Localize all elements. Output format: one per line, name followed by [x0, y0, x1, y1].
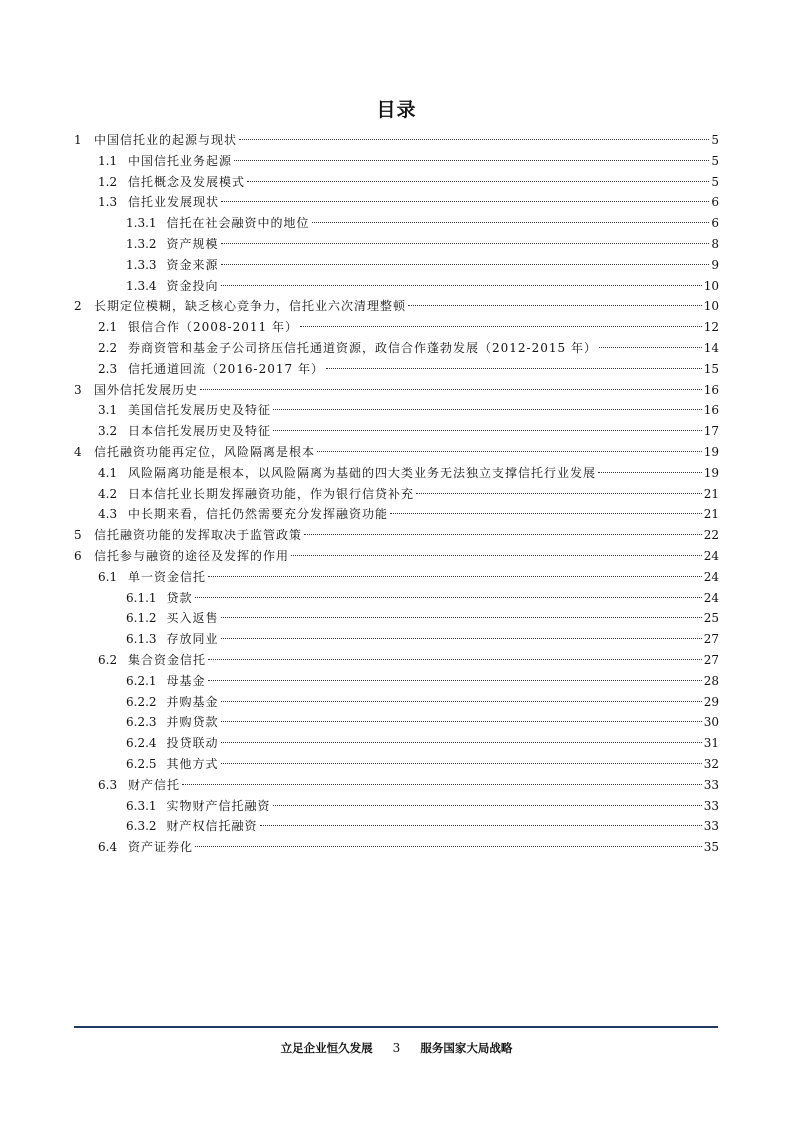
- toc-entry-title: 买入返售: [166, 611, 219, 626]
- toc-entry-page: 27: [703, 632, 719, 647]
- toc-entry-page: 19: [703, 445, 719, 459]
- toc-entry-title: 财产信托: [128, 777, 181, 792]
- toc-entry-title: 信托概念及发展模式: [128, 174, 246, 189]
- footer-slogan-right: 服务国家大局战略: [420, 1041, 513, 1055]
- toc-entry-page: 19: [703, 465, 719, 480]
- toc-entry[interactable]: [74, 380, 719, 400]
- toc-dot-leader: [208, 659, 702, 660]
- toc-entry-number: 2.3: [98, 361, 118, 376]
- toc-entry-page: 6: [711, 195, 719, 210]
- toc-entry[interactable]: [74, 525, 719, 545]
- toc-dot-leader: [221, 243, 710, 244]
- toc-entry[interactable]: [126, 608, 719, 628]
- toc-entry-title: 信托业发展现状: [128, 195, 220, 210]
- toc-entry-number: 1: [74, 133, 82, 147]
- toc-entry-title: 财产权信托融资: [166, 819, 258, 834]
- toc-entry-page: 15: [703, 361, 719, 376]
- toc-entry-title: 资金投向: [166, 278, 219, 293]
- toc-entry-page: 22: [703, 528, 719, 543]
- toc-entry-title: 信托在社会融资中的地位: [166, 216, 310, 231]
- toc-entry-number: 4.1: [98, 465, 118, 480]
- toc-dot-leader: [599, 347, 702, 348]
- toc-entry-page: 16: [703, 382, 719, 397]
- toc-dot-leader: [273, 430, 702, 431]
- toc-entry-number: 1.3: [98, 195, 118, 210]
- toc-entry-title: 信托融资功能的发挥取决于监管政策: [94, 528, 303, 543]
- toc-entry[interactable]: [126, 276, 719, 296]
- toc-entry[interactable]: [98, 192, 719, 212]
- toc-entry-page: 33: [703, 819, 719, 834]
- toc-entry-title: 投贷联动: [166, 736, 219, 751]
- toc-entry[interactable]: [126, 588, 719, 608]
- toc-entry-title: 日本信托业长期发挥融资功能，作为银行信贷补充: [128, 486, 415, 501]
- toc-dot-leader: [221, 701, 702, 702]
- toc-dot-leader: [221, 742, 702, 743]
- toc-entry-page: 21: [703, 507, 719, 522]
- toc-entry-title: 风险隔离功能是根本，以风险隔离为基础的四大类业务无法独立支撑信托行业发展: [128, 465, 597, 480]
- toc-entry-page: 9: [711, 257, 719, 272]
- toc-entry-page: 14: [703, 341, 719, 355]
- toc-entry-title: 并购基金: [166, 694, 219, 709]
- toc-entry[interactable]: [126, 733, 719, 753]
- toc-dot-leader: [221, 721, 702, 722]
- toc-entry-page: 10: [703, 299, 719, 314]
- toc-entry-number: 5: [74, 528, 82, 543]
- toc-entry-title: 国外信托发展历史: [94, 382, 199, 397]
- toc-dot-leader: [304, 534, 702, 535]
- toc-entry[interactable]: [98, 650, 719, 670]
- toc-entry-page: 21: [703, 486, 719, 501]
- toc-entry-page: 25: [703, 611, 719, 626]
- toc-entry-page: 8: [711, 237, 719, 251]
- toc-dot-leader: [221, 264, 710, 265]
- toc-entry-number: 3.2: [98, 424, 118, 439]
- toc-entry-page: 33: [703, 798, 719, 813]
- toc-entry-title: 其他方式: [166, 757, 219, 771]
- toc-entry-page: 24: [703, 549, 719, 563]
- toc-entry-title: 中国信托业的起源与现状: [94, 133, 238, 147]
- toc-entry-title: 美国信托发展历史及特征: [128, 403, 272, 418]
- toc-entry[interactable]: [126, 712, 719, 732]
- toc-dot-leader: [247, 181, 709, 182]
- toc-entry-number: 6.1.1: [126, 590, 157, 605]
- toc-entry[interactable]: [74, 296, 719, 316]
- toc-entry-number: 6.2.4: [126, 736, 157, 751]
- page-footer: [0, 1040, 793, 1056]
- toc-entry[interactable]: [98, 775, 719, 795]
- toc-entry-title: 券商资管和基金子公司挤压信托通道资源，政信合作蓬勃发展（2012-2015 年）: [128, 341, 597, 355]
- toc-entry-title: 存放同业: [166, 632, 219, 647]
- toc-dot-leader: [300, 326, 702, 327]
- toc-dot-leader: [234, 160, 709, 161]
- toc-entry[interactable]: [98, 400, 719, 420]
- toc-entry-page: 12: [703, 320, 719, 335]
- toc-entry-title: 日本信托发展历史及特征: [128, 424, 272, 439]
- toc-entry-number: 3: [74, 382, 82, 397]
- toc-entry-page: 35: [703, 840, 719, 855]
- toc-entry-number: 2.1: [98, 320, 118, 335]
- toc-entry-page: 29: [703, 694, 719, 709]
- toc-entry-number: 1.2: [98, 174, 118, 189]
- toc-dot-leader: [317, 451, 702, 452]
- toc-entry[interactable]: [98, 504, 719, 524]
- toc-entry-title: 母基金: [166, 673, 206, 688]
- toc-entry[interactable]: [126, 255, 719, 275]
- toc-entry[interactable]: [98, 837, 719, 857]
- toc-dot-leader: [260, 825, 702, 826]
- toc-entry[interactable]: [126, 234, 719, 254]
- toc-entry-number: 4.2: [98, 486, 118, 501]
- toc-entry-title: 贷款: [166, 590, 193, 605]
- toc-dot-leader: [326, 368, 702, 369]
- toc-entry[interactable]: [74, 546, 719, 566]
- toc-dot-leader: [195, 597, 702, 598]
- toc-entry-number: 6.2.1: [126, 673, 157, 688]
- toc-entry-number: 1.3.1: [126, 216, 157, 231]
- toc-entry-page: 28: [703, 673, 719, 688]
- toc-dot-leader: [416, 493, 702, 494]
- toc-dot-leader: [221, 617, 702, 618]
- toc-dot-leader: [221, 763, 702, 764]
- footer-slogan-left: 立足企业恒久发展: [280, 1041, 373, 1055]
- toc-entry[interactable]: [98, 463, 719, 483]
- toc-entry[interactable]: [126, 213, 719, 233]
- toc-entry-title: 信托参与融资的途径及发挥的作用: [94, 549, 290, 563]
- toc-entry-title: 资产证券化: [128, 840, 194, 855]
- toc-entry-page: 32: [703, 757, 719, 771]
- toc-entry[interactable]: [126, 796, 719, 816]
- toc-entry[interactable]: [74, 130, 719, 150]
- toc-entry[interactable]: [74, 442, 719, 462]
- toc-entry-number: 6: [74, 549, 82, 563]
- toc-entry-number: 6.1.3: [126, 632, 157, 647]
- toc-entry[interactable]: [98, 317, 719, 337]
- toc-entry-page: 17: [703, 424, 719, 439]
- toc-entry-page: 10: [703, 278, 719, 293]
- toc-entry-title: 并购贷款: [166, 715, 219, 730]
- toc-entry-number: 1.3.3: [126, 257, 157, 272]
- toc-entry-number: 6.2.5: [126, 757, 157, 771]
- toc-entry[interactable]: [98, 338, 719, 358]
- toc-dot-leader: [239, 139, 709, 140]
- toc-dot-leader: [598, 472, 702, 473]
- toc-entry[interactable]: [98, 567, 719, 587]
- toc-entry-number: 6.2.2: [126, 694, 157, 709]
- toc-entry-title: 资产规模: [166, 237, 219, 251]
- toc-dot-leader: [221, 638, 702, 639]
- toc-entry[interactable]: [98, 151, 719, 171]
- page-number: 3: [392, 1041, 401, 1055]
- toc-dot-leader: [221, 201, 709, 202]
- toc-entry-number: 6.2: [98, 653, 118, 667]
- toc-entry-title: 中国信托业务起源: [128, 153, 233, 168]
- toc-entry[interactable]: [126, 671, 719, 691]
- toc-entry-title: 长期定位模糊，缺乏核心竞争力，信托业六次清理整顿: [94, 299, 407, 314]
- toc-entry-page: 5: [711, 133, 719, 147]
- toc-entry-page: 31: [703, 736, 719, 751]
- toc-dot-leader: [195, 846, 702, 847]
- toc-entry-number: 6.3.1: [126, 798, 157, 813]
- toc-dot-leader: [182, 784, 702, 785]
- toc-entry-number: 6.1.2: [126, 611, 157, 626]
- toc-dot-leader: [208, 680, 702, 681]
- toc-entry-title: 资金来源: [166, 257, 219, 272]
- toc-entry-page: 6: [711, 216, 719, 231]
- page-title: 目录: [376, 99, 417, 121]
- toc-entry-page: 24: [703, 590, 719, 605]
- toc-dot-leader: [273, 409, 702, 410]
- toc-entry-number: 2.2: [98, 341, 118, 355]
- toc-entry-title: 信托通道回流（2016-2017 年）: [128, 361, 324, 376]
- toc-entry-title: 实物财产信托融资: [166, 798, 271, 813]
- toc-entry-number: 4: [74, 445, 82, 459]
- toc-entry-page: 16: [703, 403, 719, 418]
- toc-entry-number: 6.1: [98, 569, 118, 584]
- toc-dot-leader: [408, 305, 702, 306]
- toc-entry-number: 1.3.4: [126, 278, 157, 293]
- toc-entry-title: 银信合作（2008-2011 年）: [128, 320, 298, 335]
- toc-entry-title: 信托融资功能再定位，风险隔离是根本: [94, 445, 316, 459]
- toc-entry-number: 6.4: [98, 840, 118, 855]
- toc-entry-number: 2: [74, 299, 82, 314]
- toc-dot-leader: [390, 513, 702, 514]
- toc-entry[interactable]: [98, 484, 719, 504]
- toc-entry-page: 27: [703, 653, 719, 667]
- toc-dot-leader: [273, 805, 702, 806]
- toc-entry-number: 6.2.3: [126, 715, 157, 730]
- toc-entry-page: 5: [711, 153, 719, 168]
- toc-dot-leader: [221, 285, 702, 286]
- toc-entry-title: 单一资金信托: [128, 569, 207, 584]
- toc-entry[interactable]: [98, 421, 719, 441]
- toc-entry[interactable]: [126, 692, 719, 712]
- toc-entry-number: 6.3: [98, 777, 118, 792]
- toc-entry-number: 4.3: [98, 507, 118, 522]
- toc-dot-leader: [200, 389, 702, 390]
- toc-entry[interactable]: [126, 629, 719, 649]
- toc-entry-page: 33: [703, 777, 719, 792]
- footer-divider: [74, 1026, 718, 1028]
- toc-entry-number: 6.3.2: [126, 819, 157, 834]
- toc-entry-title: 中长期来看，信托仍然需要充分发挥融资功能: [128, 507, 389, 522]
- toc-entry-page: 5: [711, 174, 719, 189]
- toc-entry-title: 集合资金信托: [128, 653, 207, 667]
- toc-dot-leader: [291, 555, 702, 556]
- toc-entry-number: 1.3.2: [126, 237, 157, 251]
- toc-entry[interactable]: [98, 172, 719, 192]
- toc-dot-leader: [208, 576, 702, 577]
- toc-entry-page: 24: [703, 569, 719, 584]
- toc-entry[interactable]: [98, 359, 719, 379]
- toc-entry-number: 1.1: [98, 153, 118, 168]
- toc-entry-page: 30: [703, 715, 719, 730]
- toc-entry-number: 3.1: [98, 403, 118, 418]
- toc-entry[interactable]: [126, 816, 719, 836]
- toc-entry[interactable]: [126, 754, 719, 774]
- toc-dot-leader: [312, 222, 710, 223]
